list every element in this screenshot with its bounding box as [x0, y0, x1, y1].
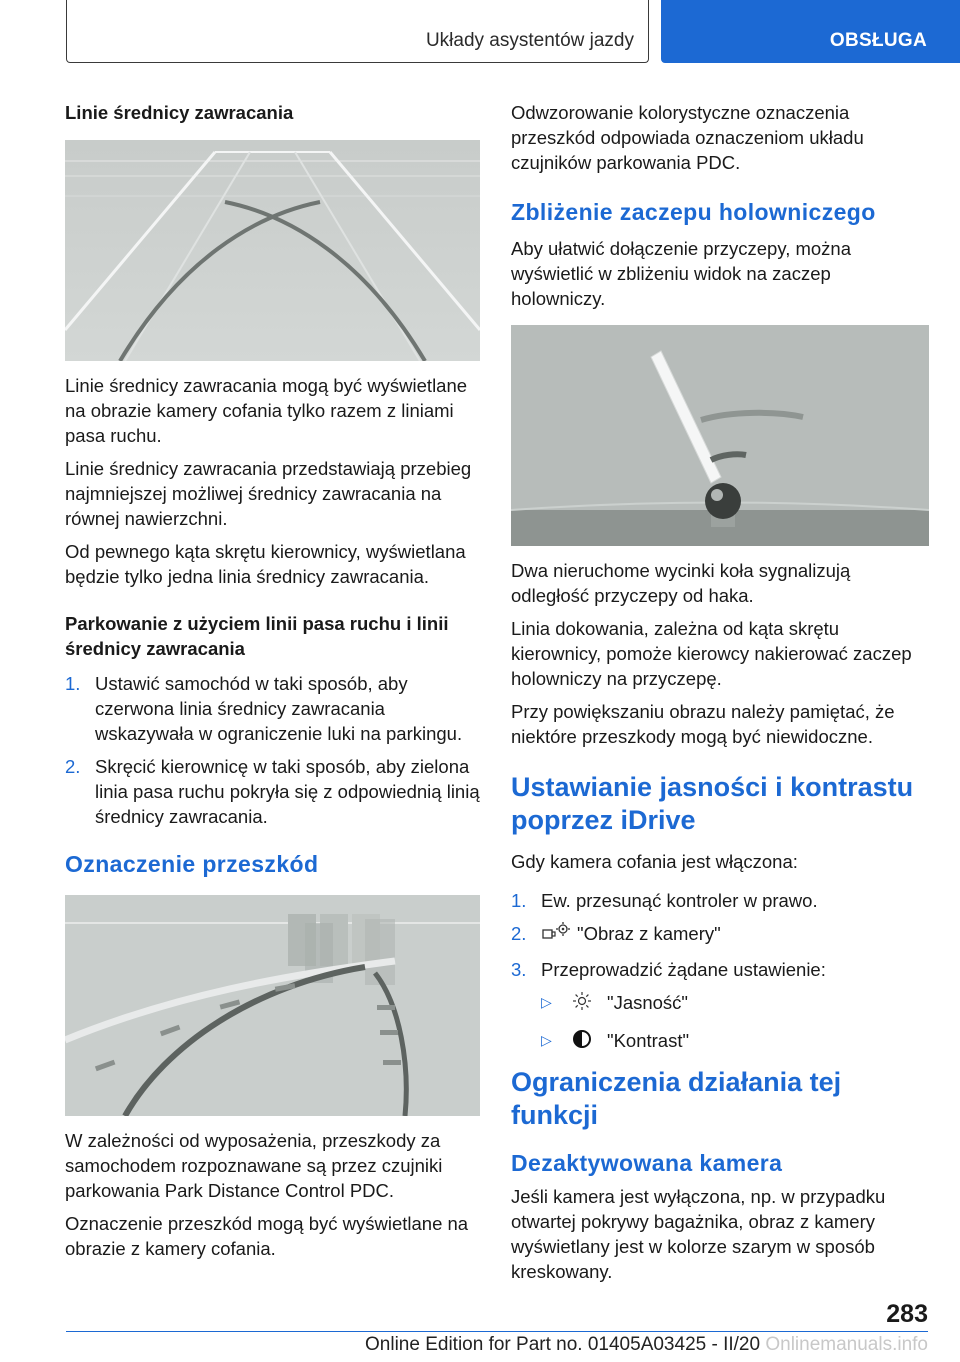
- paragraph: Dwa nieruchome wycinki koła sygnalizują odległość przyczepy od haka.: [511, 560, 851, 606]
- paragraph: Gdy kamera cofania jest włączona:: [511, 851, 798, 872]
- paragraph: Linie średnicy zawracania mogą być wyświetlane na obrazie kamery cofania tylko razem z liniami pasa ruchu.: [65, 375, 468, 446]
- footer-divider: [862, 1331, 928, 1332]
- list-item: [511, 921, 929, 949]
- brightness-steps: [511, 888, 929, 982]
- step-number: 1.: [65, 673, 81, 694]
- heading-deactivated-camera: Dezaktywowana kamera: [511, 1150, 783, 1177]
- footer-divider: [66, 1331, 862, 1332]
- paragraph: Odwzorowanie kolorystyczne oznaczenia przeszkód odpowiada oznaczeniom układu czujników parkowania PDC.: [511, 102, 864, 173]
- paragraph: W zależności od wyposażenia, przeszkody za samochodem rozpoznawane są przez czujniki parkowania Park Distance Control PDC.: [65, 1130, 443, 1201]
- paragraph: Aby ułatwić dołączenie przyczepy, można wyświetlić w zbliżeniu widok na zaczep holowniczy.: [511, 238, 852, 309]
- step-text: Ustawić samochód w taki sposób, aby czerwona linia średnicy zawracania wskazywała w ograniczenie luki na parkingu.: [95, 673, 463, 744]
- heading-brightness-contrast: Ustawianie jasności i kontrastu poprzez iDrive: [511, 772, 914, 835]
- obstacle-marking-figure: [65, 895, 480, 1116]
- paragraph: Linie średnicy zawracania przedstawiają przebieg najmniejszej możliwej średnicy zawracania na równej nawierzchni.: [65, 458, 472, 529]
- heading-parking: Parkowanie z użyciem linii pasa ruchu i linii średnicy zawracania: [65, 613, 449, 659]
- bullet-triangle-icon: ▷: [541, 1032, 552, 1049]
- step-number: 2.: [65, 756, 81, 777]
- brightness-icon: [571, 990, 607, 1018]
- list-item: [541, 1028, 929, 1056]
- section-title: Układy asystentów jazdy: [425, 30, 634, 51]
- paragraph: Jeśli kamera jest wyłączona, np. w przypadku otwartej pokrywy bagażnika, obraz z kamery wyświetlany jest w kolorze szarym w sposób kreskowany.: [511, 1186, 886, 1283]
- step-text: "Obraz z kamery": [577, 923, 721, 944]
- list-item: [511, 888, 929, 913]
- edition-info: Online Edition for Part no. 01405A03425 - II/20: [365, 1334, 761, 1355]
- paragraph: Od pewnego kąta skrętu kierownicy, wyświetlana będzie tylko jedna linia średnicy zawracania.: [65, 541, 466, 587]
- heading-hitch: Zbliżenie zaczepu holowniczego: [511, 199, 876, 225]
- option-text: "Jasność": [607, 992, 689, 1014]
- step-text: Skręcić kierownicę w taki sposób, aby zielona linia pasa ruchu pokryła się z odpowiednią linią średnicy zawracania.: [95, 756, 480, 827]
- camera-settings-icon: [541, 921, 577, 949]
- paragraph: Linia dokowania, zależna od kąta skrętu kierownicy, pomoże kierowcy nakierować zaczep holowniczy na przyczepę.: [511, 618, 912, 689]
- step-text: Ew. przesunąć kontroler w prawo.: [541, 890, 818, 911]
- right-column: [511, 100, 929, 1292]
- parking-steps: [65, 671, 480, 829]
- option-text: "Kontrast": [607, 1030, 690, 1052]
- left-column: [65, 100, 480, 1269]
- list-item: [511, 957, 929, 982]
- page-header: [0, 0, 960, 66]
- bullet-triangle-icon: ▷: [541, 994, 552, 1011]
- page-number: 283: [886, 1300, 928, 1328]
- setting-options: [511, 990, 929, 1056]
- chapter-tab: [661, 0, 960, 63]
- step-number: 3.: [511, 959, 527, 981]
- list-item: [65, 754, 480, 829]
- chapter-tab-label: OBSŁUGA: [829, 30, 927, 51]
- watermark: Onlinemanuals.info: [765, 1334, 928, 1355]
- paragraph: Przy powiększaniu obrazu należy pamiętać, że niektóre przeszkody mogą być niewidoczne.: [511, 701, 895, 747]
- heading-turning-lines: Linie średnicy zawracania: [65, 102, 294, 123]
- list-item: [541, 990, 929, 1018]
- heading-obstacles: Oznaczenie przeszkód: [65, 851, 319, 877]
- section-box: [66, 0, 649, 63]
- turning-lines-figure: [65, 140, 480, 361]
- heading-limitations: Ograniczenia działania tej funkcji: [511, 1067, 842, 1131]
- step-text: Przeprowadzić żądane ustawienie:: [541, 959, 826, 981]
- paragraph: Oznaczenie przeszkód mogą być wyświetlane na obrazie z kamery cofania.: [65, 1213, 469, 1259]
- step-number: 1.: [511, 890, 527, 911]
- contrast-icon: [571, 1028, 607, 1056]
- step-number: 2.: [511, 923, 527, 944]
- list-item: [65, 671, 480, 746]
- hitch-zoom-figure: [511, 325, 929, 546]
- footer: [365, 1334, 928, 1356]
